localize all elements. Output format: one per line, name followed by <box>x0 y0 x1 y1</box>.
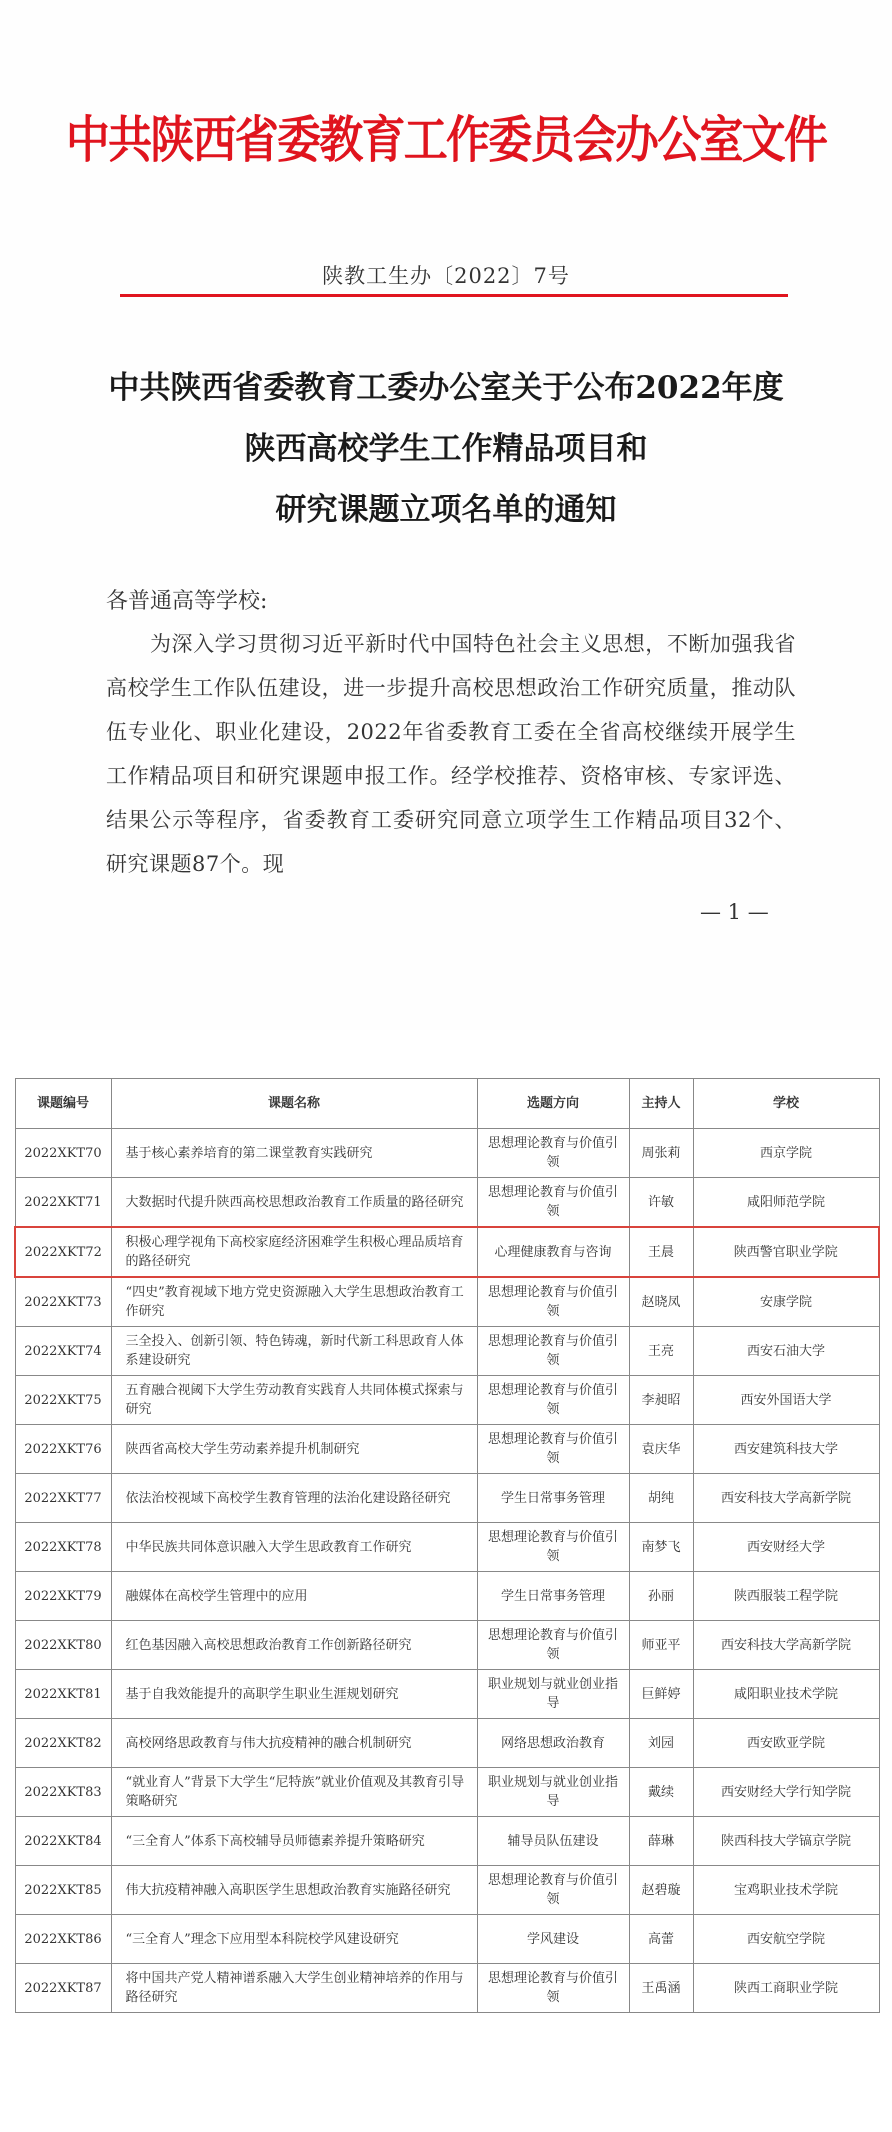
cell-id: 2022XKT84 <box>15 1817 111 1866</box>
cell-name: 红色基因融入高校思想政治教育工作创新路径研究 <box>111 1621 477 1670</box>
header-direction: 选题方向 <box>477 1079 629 1129</box>
cell-id: 2022XKT81 <box>15 1670 111 1719</box>
table-row <box>15 1523 879 1572</box>
cell-direction: 思想理论教育与价值引领 <box>477 1621 629 1670</box>
cell-school: 陕西服装工程学院 <box>693 1572 879 1621</box>
cell-name: 将中国共产党人精神谱系融入大学生创业精神培养的作用与路径研究 <box>111 1964 477 2013</box>
cell-host: 李昶昭 <box>629 1376 693 1425</box>
cell-name: 大数据时代提升陕西高校思想政治教育工作质量的路径研究 <box>111 1178 477 1228</box>
cell-id: 2022XKT74 <box>15 1327 111 1376</box>
cell-school: 咸阳职业技术学院 <box>693 1670 879 1719</box>
table-row <box>15 1964 879 2013</box>
table-row <box>15 1277 879 1327</box>
notice-title-line-3: 研究课题立项名单的通知 <box>275 492 617 528</box>
cell-school: 西安航空学院 <box>693 1915 879 1964</box>
cell-id: 2022XKT72 <box>15 1227 111 1277</box>
cell-school: 西安科技大学高新学院 <box>693 1621 879 1670</box>
header-name: 课题名称 <box>111 1079 477 1129</box>
cell-name: 积极心理学视角下高校家庭经济困难学生积极心理品质培育的路径研究 <box>111 1227 477 1277</box>
cell-direction: 职业规划与就业创业指导 <box>477 1670 629 1719</box>
cell-school: 西安科技大学高新学院 <box>693 1474 879 1523</box>
table-row <box>15 1376 879 1425</box>
cell-school: 安康学院 <box>693 1277 879 1327</box>
cell-host: 王禹涵 <box>629 1964 693 2013</box>
table-body <box>15 1129 879 2013</box>
cell-id: 2022XKT87 <box>15 1964 111 2013</box>
table-row <box>15 1670 879 1719</box>
cell-direction: 思想理论教育与价值引领 <box>477 1327 629 1376</box>
cell-id: 2022XKT79 <box>15 1572 111 1621</box>
cell-host: 许敏 <box>629 1178 693 1228</box>
cell-name: 融媒体在高校学生管理中的应用 <box>111 1572 477 1621</box>
cell-school: 西安欧亚学院 <box>693 1719 879 1768</box>
cell-name: 伟大抗疫精神融入高职医学生思想政治教育实施路径研究 <box>111 1866 477 1915</box>
cell-host: 巨鲜婷 <box>629 1670 693 1719</box>
cell-direction: 思想理论教育与价值引领 <box>477 1425 629 1474</box>
cell-direction: 思想理论教育与价值引领 <box>477 1277 629 1327</box>
cell-name: 依法治校视域下高校学生教育管理的法治化建设路径研究 <box>111 1474 477 1523</box>
cell-host: 赵碧璇 <box>629 1866 693 1915</box>
cell-name: 陕西省高校大学生劳动素养提升机制研究 <box>111 1425 477 1474</box>
notice-title-line-2: 陕西高校学生工作精品项目和 <box>244 431 648 467</box>
cell-id: 2022XKT78 <box>15 1523 111 1572</box>
project-table <box>14 1078 880 2013</box>
cell-host: 高蕾 <box>629 1915 693 1964</box>
cell-id: 2022XKT85 <box>15 1866 111 1915</box>
document-page <box>0 0 892 1030</box>
red-divider-line <box>120 294 788 297</box>
cell-id: 2022XKT86 <box>15 1915 111 1964</box>
cell-name: “就业育人”背景下大学生“尼特族”就业价值观及其教育引导策略研究 <box>111 1768 477 1817</box>
cell-direction: 网络思想政治教育 <box>477 1719 629 1768</box>
cell-id: 2022XKT70 <box>15 1129 111 1178</box>
cell-id: 2022XKT76 <box>15 1425 111 1474</box>
cell-host: 赵晓凤 <box>629 1277 693 1327</box>
cell-school: 西安外国语大学 <box>693 1376 879 1425</box>
cell-host: 袁庆华 <box>629 1425 693 1474</box>
cell-host: 薛琳 <box>629 1817 693 1866</box>
header-id: 课题编号 <box>15 1079 111 1129</box>
salutation: 各普通高等学校: <box>106 589 268 614</box>
cell-name: 三全投入、创新引领、特色铸魂，新时代新工科思政育人体系建设研究 <box>111 1327 477 1376</box>
cell-id: 2022XKT82 <box>15 1719 111 1768</box>
cell-school: 宝鸡职业技术学院 <box>693 1866 879 1915</box>
cell-name: 中华民族共同体意识融入大学生思政教育工作研究 <box>111 1523 477 1572</box>
table-row <box>15 1572 879 1621</box>
cell-direction: 学生日常事务管理 <box>477 1572 629 1621</box>
cell-id: 2022XKT83 <box>15 1768 111 1817</box>
cell-id: 2022XKT75 <box>15 1376 111 1425</box>
table-row <box>15 1621 879 1670</box>
cell-host: 师亚平 <box>629 1621 693 1670</box>
cell-host: 周张莉 <box>629 1129 693 1178</box>
cell-school: 咸阳师范学院 <box>693 1178 879 1228</box>
cell-school: 西安建筑科技大学 <box>693 1425 879 1474</box>
cell-direction: 思想理论教育与价值引领 <box>477 1178 629 1228</box>
table-row <box>15 1768 879 1817</box>
cell-direction: 职业规划与就业创业指导 <box>477 1768 629 1817</box>
cell-host: 王晨 <box>629 1227 693 1277</box>
cell-host: 戴续 <box>629 1768 693 1817</box>
table-header-row <box>15 1079 879 1129</box>
cell-direction: 学生日常事务管理 <box>477 1474 629 1523</box>
cell-direction: 思想理论教育与价值引领 <box>477 1523 629 1572</box>
body-paragraph: 为深入学习贯彻习近平新时代中国特色社会主义思想，不断加强我省高校学生工作队伍建设，进一步提升高校思想政治工作研究质量，推动队伍专业化、职业化建设，2022年省委教育工委在全省高校继续开展学生工作精品项目和研究课题申报工作。经学校推荐、资格审核、专家评选、结果公示等程序，省委教育工委研究同意立项学生工作精品项目32个、研究课题87个。现 <box>106 632 796 876</box>
table-row <box>15 1227 879 1277</box>
cell-direction: 思想理论教育与价值引领 <box>477 1376 629 1425</box>
cell-school: 西安财经大学行知学院 <box>693 1768 879 1817</box>
cell-name: 基于核心素养培育的第二课堂教育实践研究 <box>111 1129 477 1178</box>
table-row <box>15 1178 879 1228</box>
document-number: 陕教工生办〔2022〕7号 <box>322 264 570 288</box>
header-school: 学校 <box>693 1079 879 1129</box>
table-row <box>15 1327 879 1376</box>
cell-id: 2022XKT71 <box>15 1178 111 1228</box>
cell-school: 西安石油大学 <box>693 1327 879 1376</box>
project-table-container <box>14 1078 878 2013</box>
cell-school: 西京学院 <box>693 1129 879 1178</box>
table-row <box>15 1817 879 1866</box>
cell-name: 高校网络思政教育与伟大抗疫精神的融合机制研究 <box>111 1719 477 1768</box>
table-row <box>15 1866 879 1915</box>
cell-direction: 心理健康教育与咨询 <box>477 1227 629 1277</box>
table-row <box>15 1915 879 1964</box>
cell-host: 刘园 <box>629 1719 693 1768</box>
cell-host: 孙丽 <box>629 1572 693 1621</box>
cell-host: 南梦飞 <box>629 1523 693 1572</box>
cell-name: 五育融合视阈下大学生劳动教育实践育人共同体模式探索与研究 <box>111 1376 477 1425</box>
cell-direction: 思想理论教育与价值引领 <box>477 1866 629 1915</box>
cell-host: 王亮 <box>629 1327 693 1376</box>
cell-school: 西安财经大学 <box>693 1523 879 1572</box>
cell-direction: 思想理论教育与价值引领 <box>477 1964 629 2013</box>
cell-direction: 辅导员队伍建设 <box>477 1817 629 1866</box>
cell-school: 陕西工商职业学院 <box>693 1964 879 2013</box>
cell-name: “三全育人”理念下应用型本科院校学风建设研究 <box>111 1915 477 1964</box>
notice-title-line-1: 中共陕西省委教育工委办公室关于公布2022年度 <box>108 370 784 406</box>
table-row <box>15 1129 879 1178</box>
document-header: 中共陕西省委教育工作委员会办公室文件 <box>65 110 827 169</box>
cell-school: 陕西科技大学镐京学院 <box>693 1817 879 1866</box>
table-row <box>15 1425 879 1474</box>
cell-name: “三全育人”体系下高校辅导员师德素养提升策略研究 <box>111 1817 477 1866</box>
table-row <box>15 1474 879 1523</box>
cell-school: 陕西警官职业学院 <box>693 1227 879 1277</box>
cell-direction: 思想理论教育与价值引领 <box>477 1129 629 1178</box>
cell-id: 2022XKT80 <box>15 1621 111 1670</box>
cell-name: “四史”教育视域下地方党史资源融入大学生思想政治教育工作研究 <box>111 1277 477 1327</box>
cell-host: 胡纯 <box>629 1474 693 1523</box>
cell-direction: 学风建设 <box>477 1915 629 1964</box>
cell-id: 2022XKT77 <box>15 1474 111 1523</box>
page-number: — 1 — <box>700 900 769 924</box>
cell-id: 2022XKT73 <box>15 1277 111 1327</box>
cell-name: 基于自我效能提升的高职学生职业生涯规划研究 <box>111 1670 477 1719</box>
table-row <box>15 1719 879 1768</box>
header-host: 主持人 <box>629 1079 693 1129</box>
